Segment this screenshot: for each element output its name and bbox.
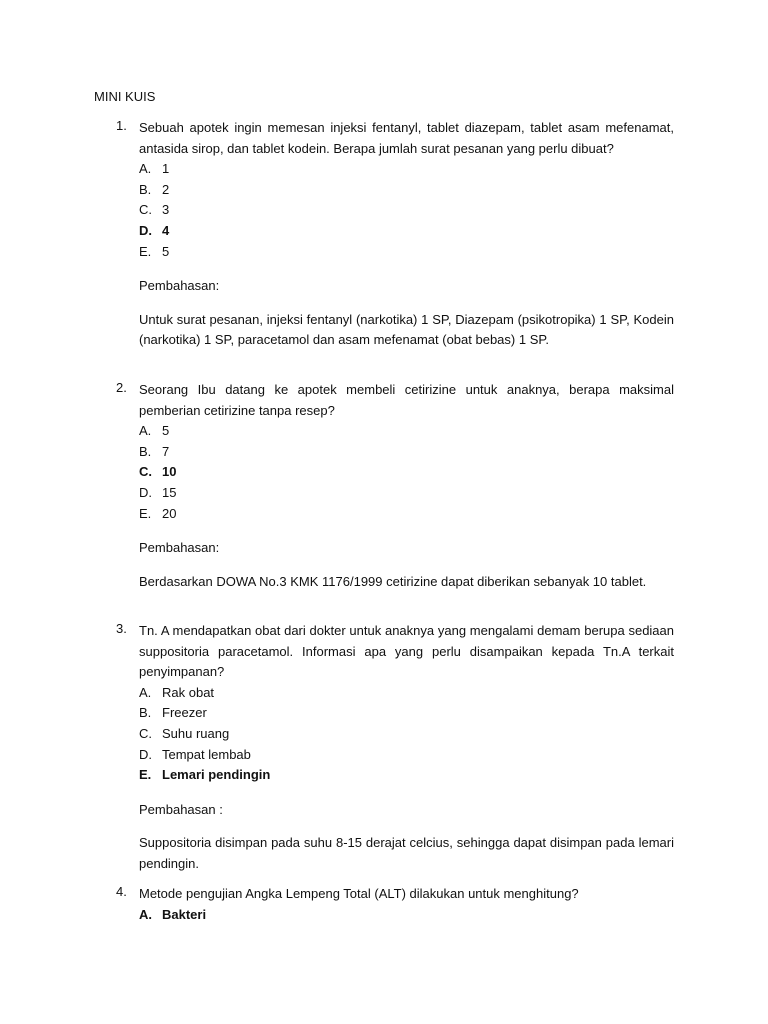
- options-list: [139, 159, 674, 262]
- option-d: [139, 483, 674, 504]
- explanation-text: Berdasarkan DOWA No.3 KMK 1176/1999 cetirizine dapat diberikan sebanyak 10 tablet.: [139, 573, 647, 589]
- option-letter: A.: [139, 684, 152, 700]
- option-d: [139, 745, 674, 766]
- option-text: 5: [162, 423, 170, 439]
- question-number: 3.: [116, 621, 127, 636]
- question-text: Tn. A mendapatkan obat dari dokter untuk anaknya yang mengalami demam berupa sediaan suppositoria paracetamol. Informasi apa yang perlu disampaikan kepada Tn.A terkait penyimpanan?: [139, 623, 674, 680]
- pembahasan-label: Pembahasan:: [139, 540, 220, 556]
- question-2: [94, 380, 674, 592]
- options-list: [139, 421, 674, 524]
- option-b: [139, 442, 674, 463]
- question-number: 4.: [116, 884, 127, 899]
- option-letter: C.: [139, 725, 152, 741]
- option-text: Tempat lembab: [162, 746, 251, 762]
- option-text: Rak obat: [162, 684, 215, 700]
- option-text: 15: [162, 484, 177, 500]
- question-text: Seorang Ibu datang ke apotek membeli cetirizine untuk anaknya, berapa maksimal pemberian cetirizine tanpa resep?: [139, 382, 674, 418]
- option-b: [139, 703, 674, 724]
- option-a: [139, 159, 674, 180]
- explanation-text: Untuk surat pesanan, injeksi fentanyl (narkotika) 1 SP, Diazepam (psikotropika) 1 SP, Kodein (narkotika) 1 SP, paracetamol dan asam mefenamat (obat bebas) 1 SP.: [139, 311, 674, 348]
- option-a: [139, 421, 674, 442]
- option-c-correct: [139, 462, 674, 483]
- question-text: Sebuah apotek ingin memesan injeksi fentanyl, tablet diazepam, tablet asam mefenamat, antasida sirop, dan tablet kodein. Berapa jumlah surat pesanan yang perlu dibuat?: [139, 120, 674, 156]
- option-text: 3: [162, 202, 170, 218]
- option-letter: D.: [139, 746, 152, 762]
- option-text: 10: [162, 464, 177, 480]
- option-letter: D.: [139, 484, 152, 500]
- option-text: Lemari pendingin: [162, 767, 271, 783]
- question-text: Metode pengujian Angka Lempeng Total (ALT) dilakukan untuk menghitung?: [139, 886, 579, 901]
- page-title: MINI KUIS: [94, 89, 156, 104]
- option-letter: C.: [139, 202, 152, 218]
- option-text: 20: [162, 505, 177, 521]
- question-1: [94, 118, 674, 351]
- option-e: [139, 242, 674, 263]
- options-list: [139, 683, 674, 786]
- option-d-correct: [139, 221, 674, 242]
- option-letter: A.: [139, 906, 152, 922]
- pembahasan-label: Pembahasan :: [139, 801, 223, 817]
- option-a-correct: [139, 905, 674, 926]
- option-text: 7: [162, 443, 170, 459]
- option-letter: B.: [139, 181, 152, 197]
- option-letter: C.: [139, 464, 152, 480]
- option-text: Freezer: [162, 705, 207, 721]
- option-text: Bakteri: [162, 906, 207, 922]
- option-text: Suhu ruang: [162, 725, 230, 741]
- option-letter: D.: [139, 222, 152, 238]
- option-letter: B.: [139, 443, 152, 459]
- option-letter: A.: [139, 161, 152, 177]
- option-e: [139, 504, 674, 525]
- option-letter: A.: [139, 423, 152, 439]
- pembahasan-label: Pembahasan:: [139, 278, 220, 294]
- option-a: [139, 683, 674, 704]
- question-number: 1.: [116, 118, 127, 133]
- option-letter: B.: [139, 705, 152, 721]
- question-number: 2.: [116, 380, 127, 395]
- option-text: 2: [162, 181, 170, 197]
- question-4: [94, 884, 674, 925]
- option-letter: E.: [139, 767, 152, 783]
- option-b: [139, 180, 674, 201]
- option-e-correct: [139, 765, 674, 786]
- option-c: [139, 200, 674, 221]
- option-c: [139, 724, 674, 745]
- question-3: [94, 621, 674, 875]
- explanation-text: Suppositoria disimpan pada suhu 8-15 derajat celcius, sehingga dapat disimpan pada lemari pendingin.: [139, 835, 674, 871]
- option-text: 5: [162, 243, 170, 259]
- option-text: 1: [162, 161, 170, 177]
- option-text: 4: [162, 222, 170, 238]
- option-letter: E.: [139, 505, 152, 521]
- option-letter: E.: [139, 243, 152, 259]
- options-list: [139, 905, 674, 926]
